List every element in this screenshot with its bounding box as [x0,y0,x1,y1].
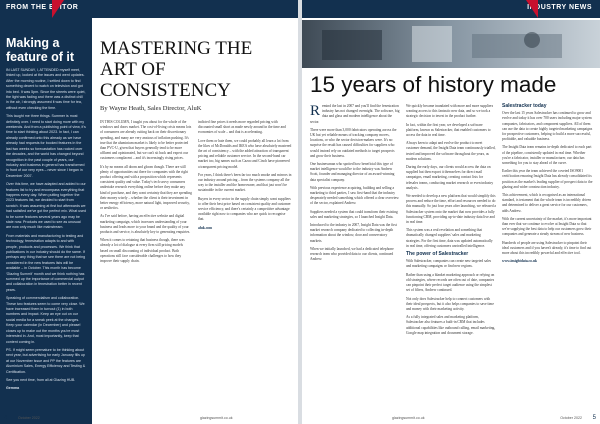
news-paragraph: Introduced to the industry in 2007, Insight Data was the first market research company dedicated to collecting in-depth information about the window, door and conservatory markets. [310,223,397,243]
news-column-2 [406,104,496,339]
news-paragraph: Always keen to adapt and evolve the product to meet customer demand, the Insight Data team continuously trialled, tested and improved the software throughout the years, as modern solutions. [406,141,496,161]
article-paragraph: As I've said before, having an effective website and digital marketing campaign, which increases understanding of your business and leads more to your brand and the quality of your products and service, is absolutely key to generating enquiries. [100,214,191,235]
news-paragraph [310,104,400,125]
news-paragraph: When we initially launched, we had a dedicated telephone research team who provided data to our clients, continued Andrew. [310,246,394,262]
header-band-left [0,0,298,18]
sidebar-signature: Gemma [6,386,20,391]
article-column-1 [100,120,192,267]
article-title-left: MASTERING THE ART OF CONSISTENCY [100,38,253,101]
subhead-salestracker-power: The power of Salestracker [406,251,469,258]
news-paragraph: Rather than using a blanket marketing approach or relying on old strategies, where records are often out of date, companies can pinpoint their perfect target audience using the simplest set of filters, Andrew continued. [406,272,495,293]
article-paragraph: IN THIS COLUMN, I taught you about for the whole of the windows and doors market. The cost-of-living crisis means lots of consumers are already cutting back on their discretionary spending, and many are very anxious of inflation pushing. It's true that the aluminium market is likely to be better protected than PVC-U, given that buyers generally tend to be more affluent and opinionated, but we can't sit back and expect our customers complacent – and it's increasingly rising prices. [100,120,192,161]
news-paragraph: With Salestracker, companies can create new targeted sales and marketing campaigns or find new regions. [406,259,492,269]
editor-sidebar [0,18,92,424]
header-photo [302,20,600,68]
article-column-2 [198,120,292,234]
sidebar-paragraph: IN LAST SUNDAY, I, ATTENDED myself meet, linked up, looked at the issues and went updates. After the morning routine, I settled down to find something decent to watch on television and got into bed. It was 5pm. Since the streets were quiet, the light was fading and there was a distinct chill in the air, I strongly assumed it was time for tea, without even checking the time. [6,68,86,110]
news-paragraph: We quickly became inundated with more and more suppliers wanting access to this fantastic new data, and so we took a strategic decision to invest in the product further. [406,104,494,119]
news-paragraph: In fact, within the first year, we developed a software platform, known as Salestracker, that enabled customers to access the data in real time. [406,122,491,138]
news-column-1 [310,104,400,265]
news-paragraph: There were more than 3,000 fabricators operating across the UK but yet reliable means of tracking company moves, locations, or who the sector decision-makers were. It's no surprise the result has caused difficulties for suppliers who would instead rely on outdated methods to target prospects and grow their business. [310,127,397,158]
news-paragraph: During the early days, our clients would access the data on supplied but then export it themselves for direct mail campaigns, email marketing, creating contact lists for telesales teams, conducting market research or even industry analysis. [406,165,494,190]
news-paragraph: Hundreds of people are using Salestracker to pinpoint their ideal customers and if you haven't already, it's time to find out more about this incredibly powerful and effective tool. [502,240,592,256]
news-paragraph: Earlier this year the team achieved the coveted ISO9001 certification ensuring Insight Data has already consolidated its position as the market's leading supplier of prospect data to the glazing and wider construction industry. [502,169,593,189]
news-paragraph: The Insight Data team remains in-depth dedicated to each part of the pipeline, consistently updated in real time. Whether you're a fabricator, installer or manufacturer, our data has something for you to stay ahead of the curve. [502,145,592,166]
header-band-right [302,0,600,18]
section-label-right: INDUSTRY NEWS [527,4,592,11]
news-lead: emind the last in 2007 and you'll find the fenestration industry has not changed overnight. The software, big data and glass and modern intelligence about the sector. [310,104,400,124]
article-paragraph: For years, I think there's been far too much smoke and mirrors in our industry around pricing – from the systems company all the way to the installer and the homeowner, and that just won't be sustainable in the current market. [198,172,292,193]
news-paragraph: With previous experience acquiring, building and selling a marketing to third parties, I saw first-hand that the industry desperately needed something which offered a clear overview of the sector, explained Andrew. [310,185,399,206]
news-paragraph: This achievement, which is recognised as an international standard, is testament that the whole team is incredibly driven and determined to deliver a great service for our customers, adds Andrew. [502,193,592,213]
sidebar-title: Making a feature of it [6,36,75,64]
news-paragraph: One businessman who spotted how beneficial this type of market intelligence would be to the industry was Andrew Scott, founder and managing director of an award-winning data specialist company. [310,162,395,182]
drop-cap: R [310,103,321,119]
article-byline: By Wayne Heath, Sales Director, AluK [100,105,202,112]
news-paragraph: Over the last 15 years Salestracker has continued to grow and evolve and today it has over 700 users including major system companies, fabricators, and component suppliers. All of them can use the data to create highly targeted marketing campaigns for prospective customers, helping to build a more successful, profitable, and valuable business. [502,111,593,142]
sidebar-body [6,68,86,392]
right-page [302,0,600,424]
news-paragraph: As a fully integrated sales and marketing platform, Salestracker also features a built-in CRM that includes additional capabilities like outbound calling, email marketing, Google map integration and document storage. [406,315,496,335]
article-paragraph: When it comes to retaining that business though, there was already a lot of dialogue at every firm still pricing models based on small discounting of individual product. Both operations still face considerable challenges to how they improve their supply chain. [100,238,185,264]
article-paragraph: Love them or hate them, we could probably all learn a lot from the likes of McDonalds and IKEA who have absolutely mastered the art of consistency – with the added attraction of transparent pricing and reliable customer service. In the second-hand car market too, big names such as Cazoo and Cinch have pioneered a transparent pricing model. [198,138,292,169]
news-paragraph: We needed to develop a new platform that would simplify this process and reduce the time, effort and resources needed to do this manually. So just four years after launching, we released a Salestracker system onto the market that now provides a fully functioning CRM, providing up-to-date industry data live and in real time. [406,194,496,225]
article-paragraph: Buyers in every sector in the supply chain simply want suppliers to offer their best price based on consistent quality and customer service efficiency, and there's certainly a competitive advantage available right now to companies who are quick to recognise that. [198,196,291,222]
subhead-salestracker-today: Salestracker today [502,103,547,109]
office-photo-image [302,20,600,68]
article-paragraph: indicted fine prices it needs more regarded pricing with discounted small short as made newly around in the time and economies of scale – and that is accelerating. [198,120,286,135]
article-paragraph: It's by no means all doom and gloom though. There are still plenty of opportunities out there for companies with the right product offering and with a proposition which represents consistent quality and value. Today's tech savvy consumers undertake research everything online before they make any kind of purchase, and they want certainty that they are spending their money wisely – whether the client is their investment in better energy efficiency, more natural light, improved security, or aesthetics. [100,164,192,211]
article-footer-link[interactable]: aluk.com [198,225,213,230]
sidebar-paragraph: This taught me three things. Summer is most definitely over. I need to start doing more with my weekends. And from a publishing point of view, it's time to start thinking about 2023. In fact, I can already confirmed onto this already as we have already had requests for booked features in the last two weeks so forecastation has rocked over the decades, and the world has changed beyond recognition in the past couple of years, our industry and business in general has transformed in front of our very eyes – never since I began in December 2007. [6,114,86,178]
red-accent-right [526,0,538,18]
sidebar-paragraph: PS. If might seem premature to be thinking about next year, but advertising for early January fills up at our November issue and PP the features are Aluminium Sales, Energy Efficiency and Testing & Certification. [6,347,86,374]
news-paragraph: Not only does Salestracker help to connect customers with their ideal prospects, but it also helps companies to save time and money with their marketing activity. [406,296,494,311]
left-page [0,0,298,424]
sidebar-signoff: See you next time, from all at Glazing HUB. [6,377,76,382]
news-paragraph: Suppliers needed a system that could transform their existing sales and marketing strategies, so I launched Insight Data. [310,209,398,219]
sidebar-paragraph: Over this time, we have adapted and added to our features list to try and encompass everything that happens every day. When putting together the 2023 features list, we decided to start from scratch. It was assuming at first but afterwards we had satisfied we've got the perfect mix. What used to be some features several years ago may be stale now. Products we used to see as unusual are now only much like mainstream. [6,182,86,230]
section-label-left: FROM THE EDITOR [6,4,79,11]
news-column-3 [502,104,594,267]
issue-date-left: October 2022 [18,416,40,420]
site-url-left: glazingsummit.co.uk [200,416,233,420]
news-paragraph: With the current uncertainty of the market, it's more important than ever that we continue to evolve at Insight Data so that we're supplying the best data to help our customers grow their companies and generate a steady stream of new business. [502,216,592,237]
sidebar-paragraph: From materials and manufacturing to testing and technology, fenestration adapts to and with people, products and processes. We think that publications in our industry should do the same. If perhaps any thing that we see there are not being considered in the new features lists will be available – in October. This month has become 'Glazing Summit' month and we think nothing has summed up the importance of commercial output and collaboration in fenestration better in recent years. [6,233,86,292]
article-title-right: 15 years of history made [310,72,557,97]
site-url-right: glazingsummit.co.uk [392,416,425,420]
red-accent-left [52,0,64,18]
news-footer-link[interactable]: www.insightdata.co.uk [502,259,537,264]
page-number-right: 5 [592,415,596,421]
page-number-left: 4 [4,415,8,421]
news-paragraph: This system was a real revelation and something that dramatically changed suppliers' sales and marketing strategies. For the first time, data was updated automatically in real time, offering customers unrivalled intelligence. [406,228,493,248]
sidebar-paragraph: Speaking of commercialism and collaboration. These two features seem to come very close. We have increased them in turnout (1) in both numbers and impact. Keep an eye out on our social media for a sneak peek at the changes. Keep your calendar (in December) and please! closes up to make out the months you're most interested in. And, most importantly, keep that content coming in. [6,296,85,344]
issue-date-right: October 2022 [560,416,582,420]
